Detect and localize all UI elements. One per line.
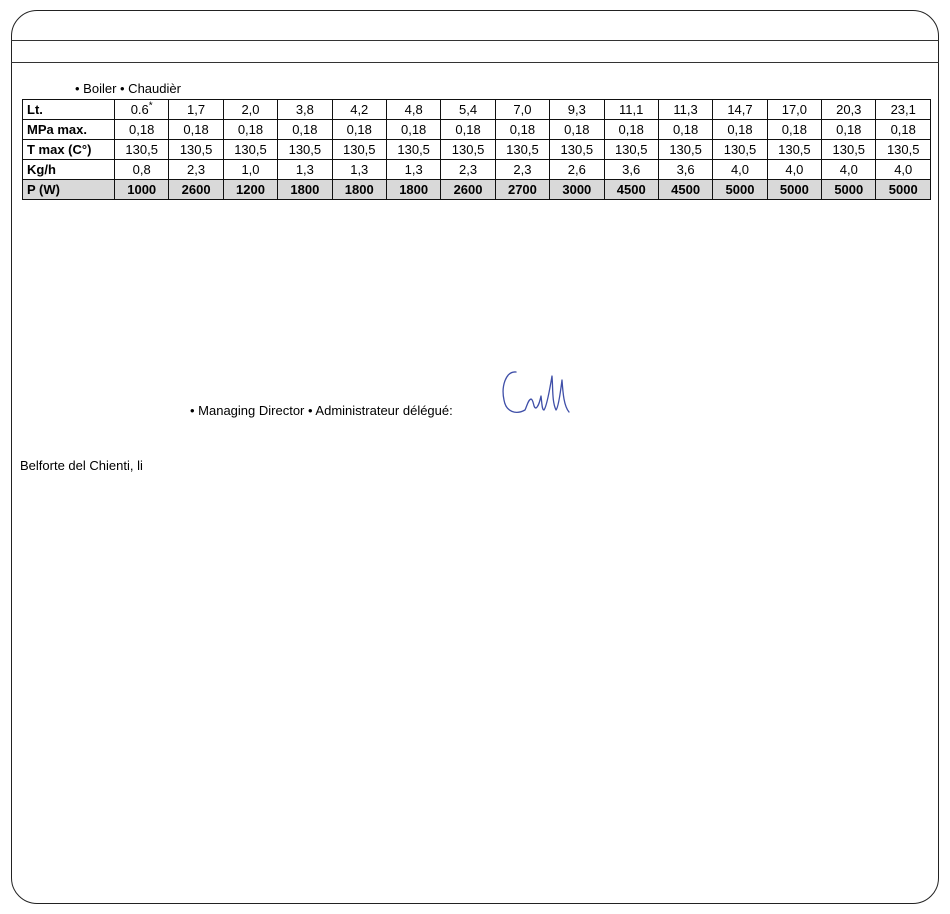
table-cell: 130,5 bbox=[604, 140, 658, 160]
table-cell: 3,6 bbox=[604, 160, 658, 180]
table-cell: 4,8 bbox=[386, 100, 440, 120]
table-cell: 2,3 bbox=[495, 160, 549, 180]
table-cell: 1800 bbox=[332, 180, 386, 200]
table-cell: 0,18 bbox=[115, 120, 169, 140]
place-date-line: Belforte del Chienti, li bbox=[20, 458, 143, 473]
table-cell: 0,18 bbox=[604, 120, 658, 140]
table-cell: 1,3 bbox=[386, 160, 440, 180]
table-cell: 5,4 bbox=[441, 100, 495, 120]
table-cell: 130,5 bbox=[332, 140, 386, 160]
signature-stroke bbox=[503, 372, 569, 412]
row-label: Lt. bbox=[23, 100, 115, 120]
table-cell: 2600 bbox=[441, 180, 495, 200]
table-cell: 1000 bbox=[115, 180, 169, 200]
table-cell: 4,0 bbox=[767, 160, 821, 180]
table-cell: 11,3 bbox=[658, 100, 712, 120]
table-cell: 1,0 bbox=[223, 160, 277, 180]
table-cell: 0,18 bbox=[767, 120, 821, 140]
table-cell: 130,5 bbox=[441, 140, 495, 160]
table-cell: 20,3 bbox=[822, 100, 876, 120]
table-cell: 130,5 bbox=[822, 140, 876, 160]
table-row-pressure bbox=[23, 120, 931, 140]
table-cell: 14,7 bbox=[713, 100, 767, 120]
table-cell: 4500 bbox=[604, 180, 658, 200]
row-label: P (W) bbox=[23, 180, 115, 200]
table-cell: 3,6 bbox=[658, 160, 712, 180]
table-cell: 4500 bbox=[658, 180, 712, 200]
table-cell: 23,1 bbox=[876, 100, 931, 120]
footnote-mark: * bbox=[148, 100, 153, 112]
table-cell: 5000 bbox=[876, 180, 931, 200]
table-cell: 0,18 bbox=[713, 120, 767, 140]
table-cell: 130,5 bbox=[658, 140, 712, 160]
table-cell: 5000 bbox=[822, 180, 876, 200]
table-cell: 130,5 bbox=[115, 140, 169, 160]
table-row-power bbox=[23, 180, 931, 200]
table-cell: 130,5 bbox=[713, 140, 767, 160]
table-cell: 130,5 bbox=[223, 140, 277, 160]
table-cell: 4,0 bbox=[876, 160, 931, 180]
cell-value: 0.6 bbox=[130, 102, 149, 117]
row-label: T max (C°) bbox=[23, 140, 115, 160]
table-cell: 17,0 bbox=[767, 100, 821, 120]
table-cell: 0,18 bbox=[658, 120, 712, 140]
table-cell: 1,3 bbox=[332, 160, 386, 180]
table-cell: 130,5 bbox=[169, 140, 223, 160]
table-row-flow bbox=[23, 160, 931, 180]
table-cell: 0,18 bbox=[386, 120, 440, 140]
table-cell: 5000 bbox=[767, 180, 821, 200]
table-cell: 0,18 bbox=[441, 120, 495, 140]
row-label: MPa max. bbox=[23, 120, 115, 140]
director-label: • Managing Director • Administrateur délégué: bbox=[190, 403, 453, 418]
table-row-temperature bbox=[23, 140, 931, 160]
table-cell: 9,3 bbox=[550, 100, 604, 120]
table-cell: 130,5 bbox=[550, 140, 604, 160]
row-label: Kg/h bbox=[23, 160, 115, 180]
table-cell: 5000 bbox=[713, 180, 767, 200]
table-cell: 0,18 bbox=[278, 120, 332, 140]
table-cell: 1800 bbox=[386, 180, 440, 200]
table-cell: 4,2 bbox=[332, 100, 386, 120]
table-cell: 0,18 bbox=[223, 120, 277, 140]
table-cell: 2600 bbox=[169, 180, 223, 200]
table-cell: 2,6 bbox=[550, 160, 604, 180]
table-cell: 0,8 bbox=[115, 160, 169, 180]
table-cell: 0,18 bbox=[876, 120, 931, 140]
table-cell: 130,5 bbox=[495, 140, 549, 160]
table-cell: 2,3 bbox=[169, 160, 223, 180]
table-cell: 11,1 bbox=[604, 100, 658, 120]
spec-table bbox=[22, 99, 931, 200]
table-cell: 2700 bbox=[495, 180, 549, 200]
table-cell: 2,0 bbox=[223, 100, 277, 120]
table-cell: 4,0 bbox=[822, 160, 876, 180]
table-cell: 130,5 bbox=[876, 140, 931, 160]
table-cell: 0,18 bbox=[822, 120, 876, 140]
table-cell: 130,5 bbox=[278, 140, 332, 160]
table-cell: 2,3 bbox=[441, 160, 495, 180]
table-cell: 1200 bbox=[223, 180, 277, 200]
table-cell: 130,5 bbox=[386, 140, 440, 160]
header-rule-top bbox=[11, 40, 939, 41]
table-cell bbox=[115, 100, 169, 120]
table-cell: 0,18 bbox=[332, 120, 386, 140]
table-cell: 1,3 bbox=[278, 160, 332, 180]
table-cell: 3,8 bbox=[278, 100, 332, 120]
table-cell: 1,7 bbox=[169, 100, 223, 120]
table-cell: 130,5 bbox=[767, 140, 821, 160]
table-cell: 0,18 bbox=[495, 120, 549, 140]
table-cell: 4,0 bbox=[713, 160, 767, 180]
header-rule-bottom bbox=[11, 62, 939, 63]
table-cell: 1800 bbox=[278, 180, 332, 200]
table-cell: 0,18 bbox=[550, 120, 604, 140]
section-caption: • Boiler • Chaudièr bbox=[75, 81, 181, 96]
handwritten-signature bbox=[498, 366, 570, 418]
table-cell: 3000 bbox=[550, 180, 604, 200]
table-row-capacity bbox=[23, 100, 931, 120]
table-cell: 0,18 bbox=[169, 120, 223, 140]
table-cell: 7,0 bbox=[495, 100, 549, 120]
